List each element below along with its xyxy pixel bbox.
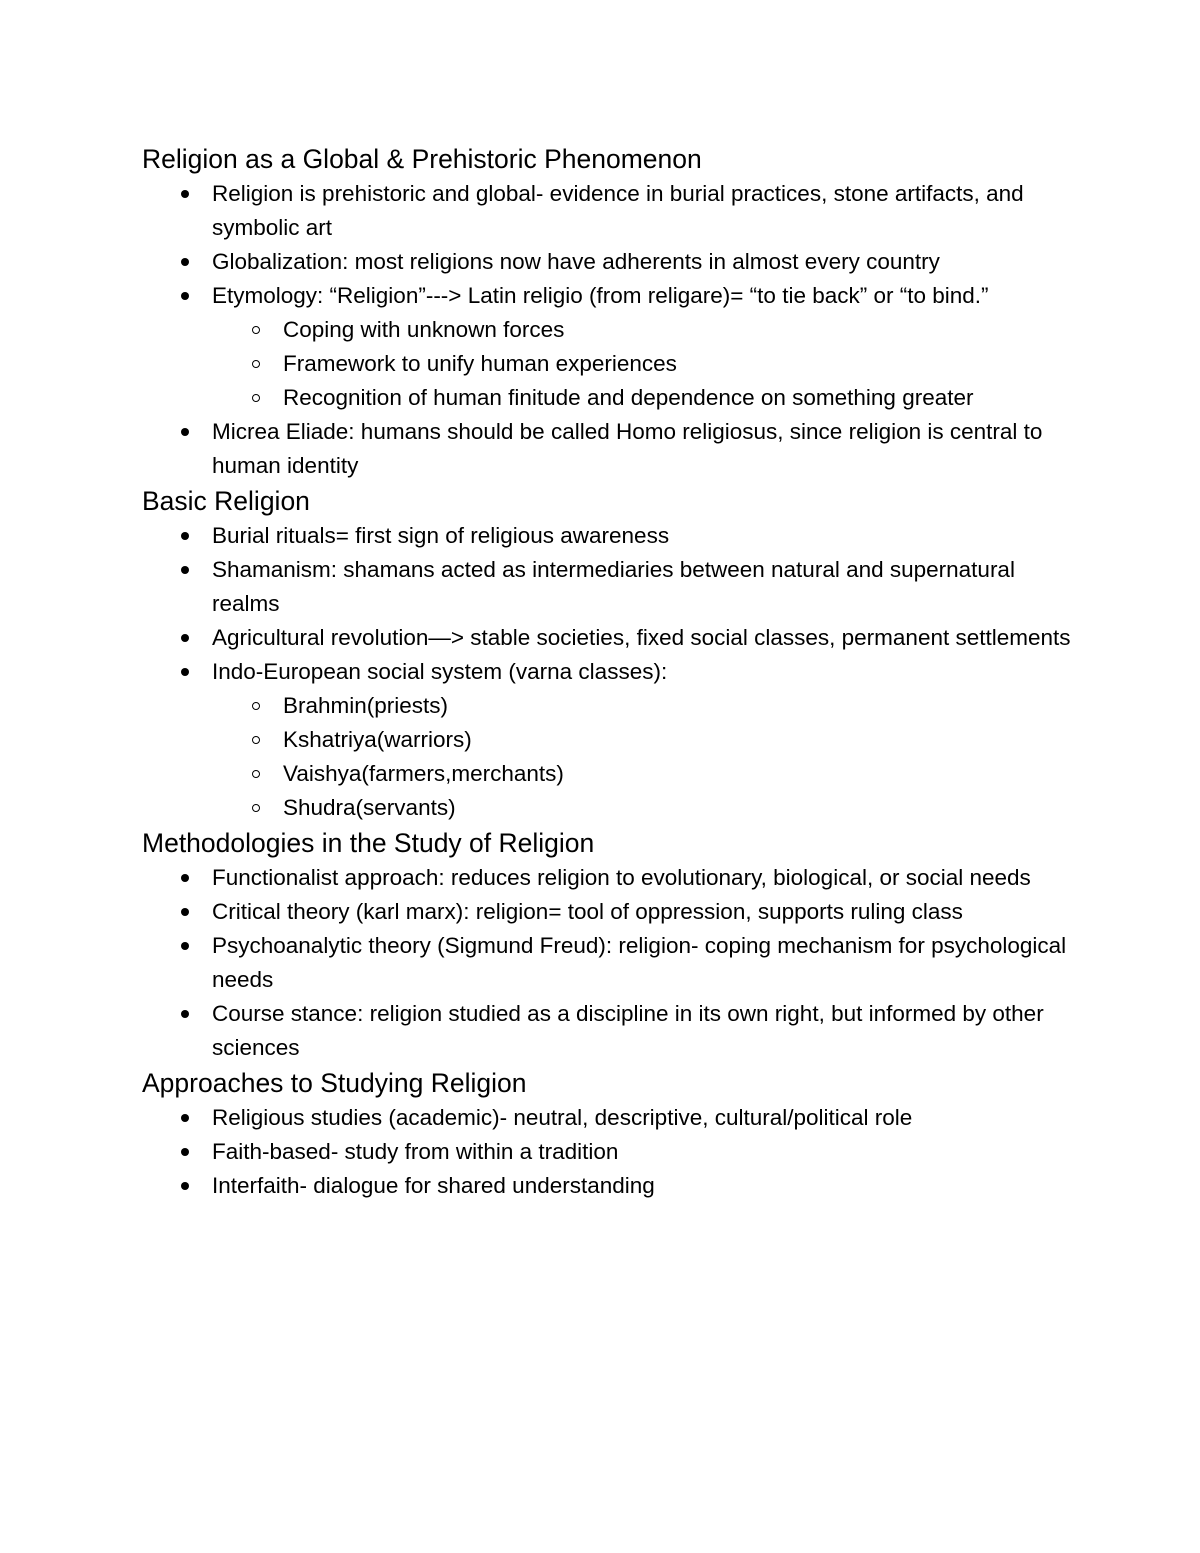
list-item [212,1101,1072,1135]
list-item-text: Shamanism: shamans acted as intermediaries between natural and supernatural realms [212,557,1015,616]
filled-bullet-icon [181,874,189,882]
filled-bullet-icon [181,668,189,676]
bullet-list [142,177,1072,483]
list-item [212,177,1072,245]
sub-list-item-text: Vaishya(farmers,merchants) [283,761,564,786]
list-item-text: Course stance: religion studied as a discipline in its own right, but informed by other sciences [212,1001,1044,1060]
sub-list-item-text: Brahmin(priests) [283,693,449,718]
list-item-text: Critical theory (karl marx): religion= tool of oppression, supports ruling class [212,899,963,924]
list-item-text: Globalization: most religions now have adherents in almost every country [212,249,940,274]
list-item-text: Psychoanalytic theory (Sigmund Freud): religion- coping mechanism for psychological needs [212,933,1067,992]
filled-bullet-icon [181,1010,189,1018]
section-heading: Basic Religion [142,486,310,516]
hollow-bullet-icon [252,804,260,812]
list-item-text: Micrea Eliade: humans should be called Homo religiosus, since religion is central to human identity [212,419,1043,478]
list-item [212,279,1072,415]
hollow-bullet-icon [252,736,260,744]
section-global-prehistoric [142,141,1072,483]
list-item [212,245,1072,279]
filled-bullet-icon [181,908,189,916]
sub-bullet-list [212,689,1072,825]
list-item [212,519,1072,553]
sub-list-item [283,791,1072,825]
bullet-list [142,861,1072,1065]
sub-list-item-text: Coping with unknown forces [283,317,565,342]
sub-list-item-text: Shudra(servants) [283,795,456,820]
filled-bullet-icon [181,1182,189,1190]
list-item-text: Indo-European social system (varna classes): [212,659,668,684]
list-item-text: Religious studies (academic)- neutral, descriptive, cultural/political role [212,1105,913,1130]
filled-bullet-icon [181,258,189,266]
filled-bullet-icon [181,532,189,540]
section-heading: Religion as a Global & Prehistoric Phenomenon [142,144,702,174]
list-item [212,621,1072,655]
filled-bullet-icon [181,1148,189,1156]
sub-list-item-text: Framework to unify human experiences [283,351,677,376]
list-item-text: Etymology: “Religion”---> Latin religio (from religare)= “to tie back” or “to bind.” [212,283,989,308]
notes-content [142,141,1072,1203]
section-heading: Approaches to Studying Religion [142,1068,527,1098]
section-heading: Methodologies in the Study of Religion [142,828,595,858]
hollow-bullet-icon [252,326,260,334]
list-item-text: Burial rituals= first sign of religious awareness [212,523,670,548]
list-item-text: Faith-based- study from within a tradition [212,1139,619,1164]
sub-list-item [283,757,1072,791]
list-item [212,1169,1072,1203]
list-item [212,929,1072,997]
hollow-bullet-icon [252,360,260,368]
sub-list-item-text: Kshatriya(warriors) [283,727,472,752]
filled-bullet-icon [181,190,189,198]
list-item-text: Religion is prehistoric and global- evidence in burial practices, stone artifacts, and symbolic art [212,181,1024,240]
list-item [212,997,1072,1065]
filled-bullet-icon [181,566,189,574]
section-methodologies [142,825,1072,1065]
sub-list-item [283,723,1072,757]
list-item-text: Agricultural revolution—> stable societies, fixed social classes, permanent settlements [212,625,1071,650]
bullet-list [142,519,1072,825]
list-item-text: Functionalist approach: reduces religion to evolutionary, biological, or social needs [212,865,1031,890]
hollow-bullet-icon [252,770,260,778]
bullet-list [142,1101,1072,1203]
list-item [212,861,1072,895]
list-item [212,655,1072,825]
filled-bullet-icon [181,292,189,300]
hollow-bullet-icon [252,702,260,710]
list-item-text: Interfaith- dialogue for shared understanding [212,1173,655,1198]
list-item [212,895,1072,929]
filled-bullet-icon [181,428,189,436]
sub-list-item [283,313,1072,347]
section-basic-religion [142,483,1072,825]
hollow-bullet-icon [252,394,260,402]
filled-bullet-icon [181,1114,189,1122]
filled-bullet-icon [181,634,189,642]
sub-list-item [283,689,1072,723]
sub-list-item [283,347,1072,381]
section-approaches [142,1065,1072,1203]
filled-bullet-icon [181,942,189,950]
sub-list-item-text: Recognition of human finitude and dependence on something greater [283,385,974,410]
list-item [212,1135,1072,1169]
list-item [212,415,1072,483]
sub-list-item [283,381,1072,415]
list-item [212,553,1072,621]
sub-bullet-list [212,313,1072,415]
